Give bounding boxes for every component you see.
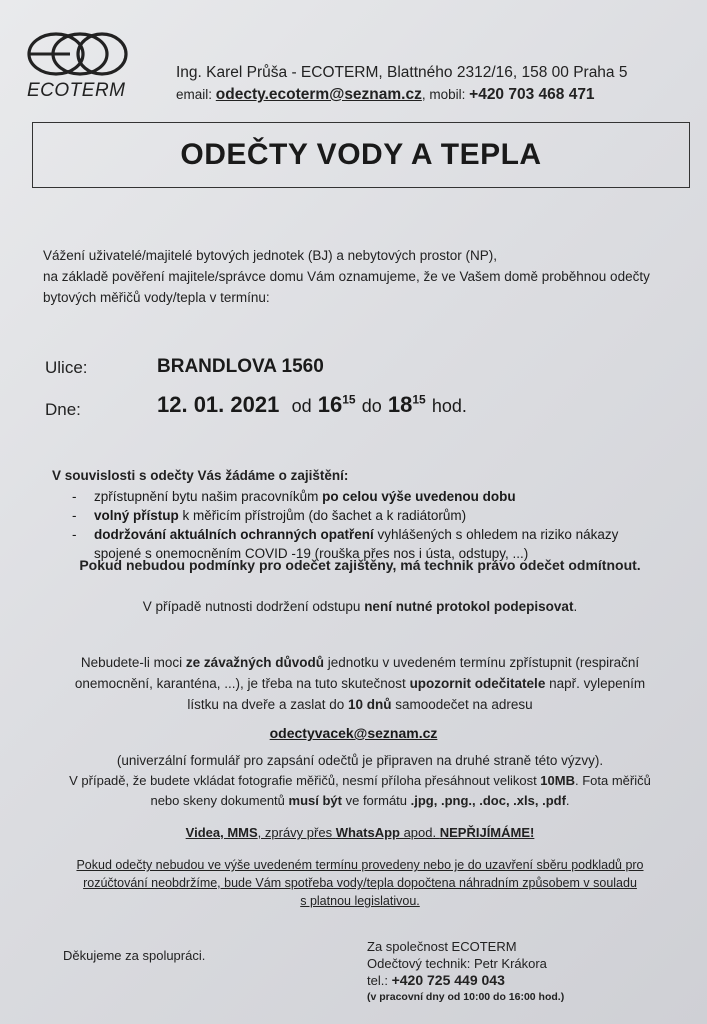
- signature-company: Za společnost ECOTERM: [367, 939, 517, 954]
- intro-line-1: Vážení uživatelé/majitelé bytových jednotek (BJ) a nebytových prostor (NP),: [43, 248, 497, 263]
- logo-text: ECOTERM: [27, 80, 126, 101]
- video-notice: Videa, MMS, zprávy přes WhatsApp apod. NEPŘIJÍMÁME!: [185, 825, 535, 840]
- protocol-text: V případě nutnosti dodržení odstupu není nutné protokol podepisovat.: [142, 599, 578, 614]
- from-word: od: [291, 396, 312, 416]
- street-label: Ulice:: [45, 358, 88, 377]
- intro-line-2: na základě pověření majitele/správce domu Vám oznamujeme, že ve Vašem domě proběhnou odečty: [43, 269, 650, 284]
- mobile-number: +420 703 468 471: [469, 86, 595, 103]
- requirements-heading: V souvislosti s odečty Vás žádáme o zajištění:: [52, 468, 349, 483]
- form-line-3: nebo skeny dokumentů musí být ve formátu .jpg, .png., .doc, .xls, .pdf.: [150, 793, 570, 808]
- page-title: ODEČTY VODY A TEPLA: [180, 138, 542, 171]
- absence-line-3: lístku na dveře a zaslat do 10 dnů samoodečet na adresu: [187, 697, 533, 712]
- final-line-1: Pokud odečty nebudou ve výše uvedeném termínu provedeny nebo je do uzavření sběru podkladů pro: [76, 858, 644, 872]
- to-word: do: [361, 396, 382, 416]
- title-box: [32, 122, 690, 188]
- date-time: [157, 392, 467, 418]
- contact-line: [176, 86, 595, 104]
- from-hour: 16: [317, 392, 343, 417]
- email-label: email:: [176, 87, 213, 102]
- mobile-label: , mobil:: [421, 87, 466, 102]
- list-item: - volný přístup k měřicím přístrojům (do šachet a k radiátorům): [72, 506, 618, 525]
- company-address: Ing. Karel Průša - ECOTERM, Blattného 2312/16, 158 00 Praha 5: [176, 64, 628, 81]
- final-line-3: s platnou legislativou.: [300, 894, 420, 908]
- signature-hours: (v pracovní dny od 10:00 do 16:00 hod.): [367, 991, 565, 1003]
- to-hour: 18: [387, 392, 413, 417]
- signature-phone: tel.: +420 725 449 043: [367, 972, 505, 988]
- final-line-2: rozúčtování neobdržíme, bude Vám spotřeba vody/tepla dopočtena náhradním způsobem v souladu: [83, 876, 637, 890]
- list-item: - dodržování aktuálních ochranných opatření vyhlášených s ohledem na riziko nákazy spojené s onemocněním COVID -19 (rouška přes nos i ústa, odstupy, ...): [72, 525, 618, 563]
- absence-line-2: onemocnění, karanténa, ...), je třeba na tuto skutečnost upozornit odečitatele např. vylepením: [74, 676, 646, 691]
- hod-word: hod.: [431, 396, 467, 416]
- intro-line-3: bytových měřičů vody/tepla v termínu:: [43, 290, 270, 305]
- email-link[interactable]: odecty.ecoterm@seznam.cz: [215, 86, 422, 103]
- form-line-2: V případě, že budete vkládat fotografie měřičů, nesmí příloha přesáhnout velikost 10MB. Fota měřičů: [69, 773, 651, 788]
- list-item: - zpřístupnění bytu našim pracovníkům po celou výše uvedenou dobu: [72, 487, 618, 506]
- thanks-text: Děkujeme za spolupráci.: [63, 948, 206, 963]
- absence-line-1: Nebudete-li moci ze závažných důvodů jednotku v uvedeném termínu zpřístupnit (respirační: [80, 655, 640, 670]
- from-min: 15: [342, 392, 356, 407]
- samoodecet-email-link[interactable]: odectyvacek@seznam.cz: [269, 725, 438, 741]
- street-value: BRANDLOVA 1560: [157, 356, 324, 377]
- date-value: 12. 01. 2021: [157, 392, 280, 417]
- to-min: 15: [412, 392, 426, 407]
- day-label: Dne:: [45, 400, 81, 419]
- warning-text: Pokud nebudou podmínky pro odečet zajištěny, má technik právo odečet odmítnout.: [79, 557, 641, 573]
- signature-technician: Odečtový technik: Petr Krákora: [367, 956, 547, 971]
- requirements-list: [72, 487, 618, 563]
- form-line-1: (univerzální formulář pro zapsání odečtů je připraven na druhé straně této výzvy).: [116, 753, 604, 768]
